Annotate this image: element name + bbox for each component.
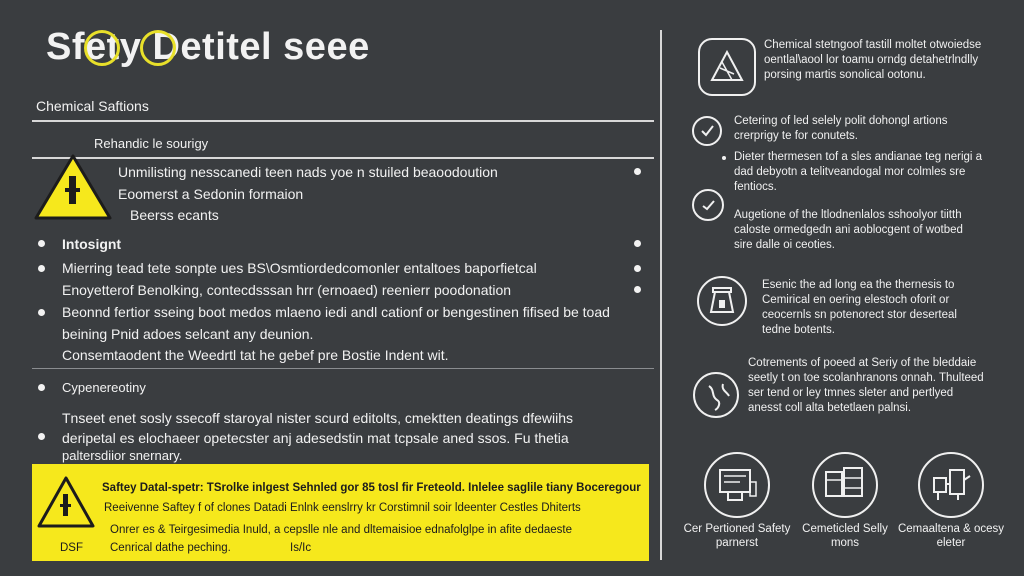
body-line: deripetal es elochaeer opetecster anj adesedstin mat tcpsale aned ssos. Fu thetia — [62, 430, 569, 446]
bottom-icon-caption: Cer Pertioned Safety parnerst — [683, 523, 791, 549]
warning-footer-middle: Cenrical dathe peching. — [110, 542, 231, 554]
subsection-title: Rehandic le sourigy — [94, 136, 209, 151]
warning-footer-right: Is/Ic — [290, 542, 312, 554]
warning-triangle-icon — [32, 152, 114, 222]
right-item-text: Dieter thermesen tof a sles andianae teg nerigi a dad debyotn a telitveandogal mor colmles sre fentiocs. — [734, 151, 983, 193]
warning-cone-icon — [698, 38, 756, 96]
section-heading: Intosignt — [62, 236, 122, 252]
section-title: Chemical Saftions — [36, 98, 149, 114]
page-title: Sfety Detitel seee — [46, 26, 370, 68]
right-item-text: Augetione of the ltlodnenlalos sshoolyor tiitth caloste ormedgedn ani aoblocgent of wotbed sire dalle oi ceoties. — [734, 209, 963, 251]
intro-line: Eoomerst a Sedonin formaion — [118, 186, 304, 202]
bullet-dot — [38, 384, 45, 391]
bullet-dot — [634, 240, 641, 247]
warning-line: Reeivenne Saftey f of clones Datadi Enlnk eenslrry kr Corstimnil soir ldeenter Cestles Dhiterts — [104, 502, 581, 514]
check-circle-icon — [692, 116, 722, 146]
title-ring-decoration — [84, 30, 120, 66]
bullet-dot — [634, 265, 641, 272]
warning-line: Saftey Datal-spetr: TSrolke inlgest Sehnled gor 85 tosl fir Freteold. Inlelee saglile tiany Boceregour — [102, 482, 641, 494]
list-item: Beonnd fertior sseing boot medos mlaeno iedi andl cationf or bengestinen fifised be toad — [62, 304, 610, 320]
divider — [32, 157, 654, 159]
body-line: paltersdiior snernary. — [62, 448, 183, 463]
divider — [32, 368, 654, 369]
containers-icon — [812, 452, 878, 518]
right-item-text: Cetering of led selely polit dohongl artions crerprigy te for conutets. — [734, 115, 948, 142]
globe-icon — [693, 372, 739, 418]
divider — [32, 120, 654, 122]
safety-warning-box — [32, 464, 649, 561]
intro-line: Unmilisting nesscanedi teen nads yoe n stuiled beaoodoution — [118, 164, 498, 180]
bullet-dot — [38, 309, 45, 316]
warning-line: Onrer es & Teirgesimedia Inuld, a cepslle nle and dltemaisioe ednafolglpe in afite dedaeste — [110, 524, 572, 536]
section-heading: Cypenereotiny — [62, 380, 146, 395]
computer-icon — [704, 452, 770, 518]
intro-line: Beerss ecants — [130, 207, 219, 223]
list-item: Consemtaodent the Weedrtl tat he gebef pre Bostie Indent wit. — [62, 347, 449, 363]
bottom-icon-caption: Cemaaltena & ocesy eleter — [897, 523, 1005, 549]
warning-triangle-icon — [36, 474, 96, 530]
apparatus-icon — [918, 452, 984, 518]
right-item-text: Esenic the ad long ea the thernesis to Cemirical en oering elestoch oforit or ceocernls sn potenorect stor deserteal tedne botents. — [762, 279, 957, 336]
bottom-icon-caption: Cemeticled Selly mons — [802, 523, 888, 549]
list-item: beining Pnid adoes selcant any deunion. — [62, 326, 314, 342]
body-line: Tnseet enet sosly ssecoff staroyal nister scurd editolts, cmektten deatings dfewiihs — [62, 410, 573, 426]
list-item: Enoyetterof Benolking, contecdsssan hrr (ernoaed) reenierr poodonation — [62, 282, 512, 298]
bullet-dot — [38, 240, 45, 247]
list-item: Mierring tead tete sonpte ues BS\Osmtiordedcomonler entaltoes baporfietcal — [62, 260, 537, 276]
flask-icon — [697, 276, 747, 326]
title-ring-decoration — [140, 30, 176, 66]
right-item-text: Cotrements of poeed at Seriy of the bleddaie seetly t on toe scolanhranons onnah. Thulteed ser tend or ley tmnes sleter and pertlyed anesst coll alta betetlaen palnsi. — [748, 357, 984, 414]
check-circle-icon — [692, 189, 724, 221]
bullet-dot — [722, 156, 726, 160]
warning-footer-left: DSF — [60, 542, 83, 554]
bullet-dot — [634, 168, 641, 175]
bullet-dot — [634, 286, 641, 293]
right-item-text: Chemical stetngoof tastill moltet otwoiedse oentlal\aool lor toamu orndg detahetrlndlly porsing martis sonolical ootonu. — [764, 39, 982, 81]
column-divider — [660, 30, 662, 560]
bullet-dot — [38, 433, 45, 440]
bullet-dot — [38, 265, 45, 272]
